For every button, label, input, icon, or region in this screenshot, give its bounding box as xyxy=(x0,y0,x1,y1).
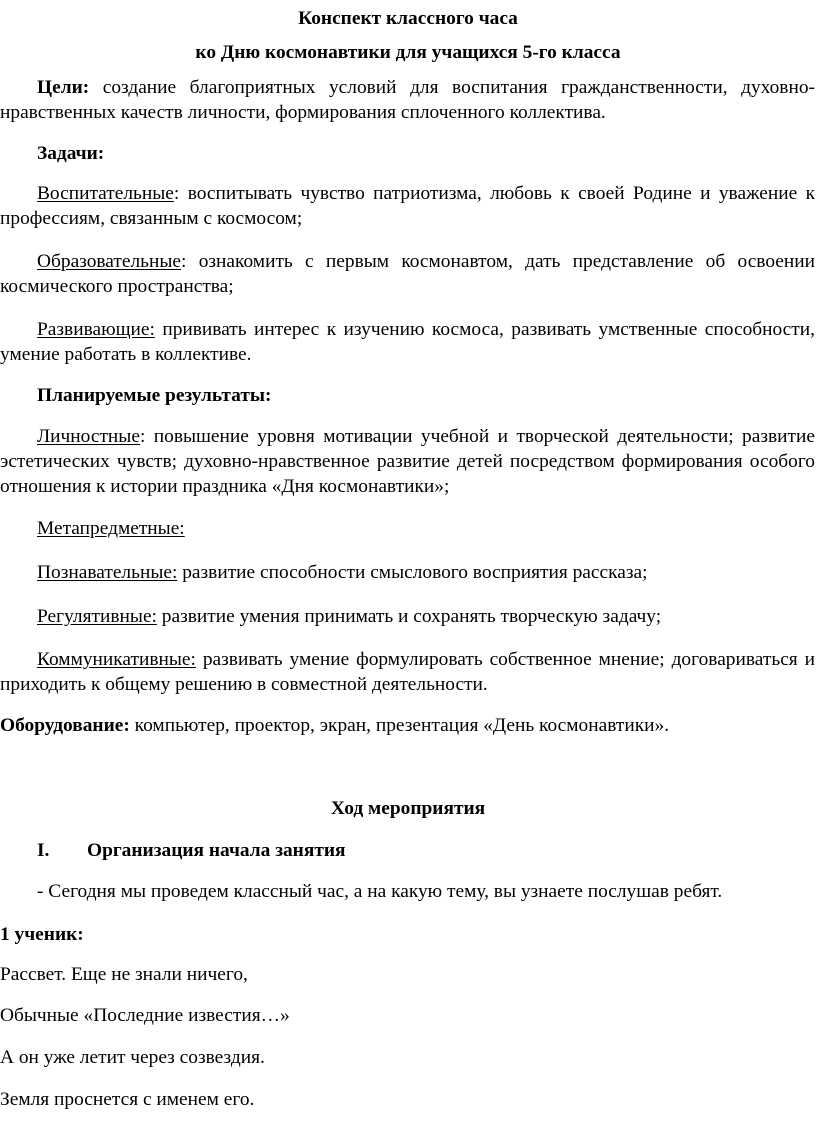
equipment-label: Оборудование: xyxy=(0,715,130,736)
results-cognitive-label: Познавательные: xyxy=(37,562,178,583)
results-cognitive-paragraph xyxy=(0,560,815,585)
document-subtitle: ко Дню космонавтики для учащихся 5-го класса xyxy=(195,42,621,63)
goals-label: Цели: xyxy=(37,77,90,98)
results-meta-label: Метапредметные: xyxy=(37,518,185,539)
poem-line: А он уже летит через созвездия. xyxy=(0,1047,265,1068)
results-communicative-text: развивать умение формулировать собственное мнение; договариваться и приходить к общему решению в совместной деятельности. xyxy=(0,649,815,695)
section-1-title: Организация начала занятия xyxy=(87,840,346,861)
poem-line: Земля проснется с именем его. xyxy=(0,1089,255,1110)
task-educational-label: Воспитательные xyxy=(37,183,174,204)
goals-paragraph xyxy=(0,75,815,125)
poem-line: Рассвет. Еще не знали ничего, xyxy=(0,964,248,985)
task-learning-label: Образовательные xyxy=(37,251,182,272)
section-1-heading xyxy=(37,838,346,863)
goals-text: создание благоприятных условий для воспитания гражданственности, духовно-нравственных качеств личности, формирования сплоченного коллектива. xyxy=(0,77,815,123)
equipment-line xyxy=(0,713,669,738)
task-developing-paragraph xyxy=(0,317,815,367)
results-cognitive-text: развитие способности смыслового восприятия рассказа; xyxy=(177,562,648,583)
results-personal-text: : повышение уровня мотивации учебной и творческой деятельности; развитие эстетических чувств; духовно-нравственное развитие детей посредством формирования особого отношения к истории праздника «Дня космонавтики»; xyxy=(0,426,815,497)
results-personal-label: Личностные xyxy=(37,426,140,447)
task-learning-text: : ознакомить с первым космонавтом, дать представление об освоении космического пространства; xyxy=(0,251,815,297)
results-communicative-paragraph xyxy=(0,647,815,697)
task-educational-text: : воспитывать чувство патриотизма, любовь к своей Родине и уважение к профессиям, связанным с космосом; xyxy=(0,183,815,229)
task-educational-paragraph xyxy=(0,181,815,231)
results-regulatory-label: Регулятивные: xyxy=(37,606,157,627)
poem-line: Обычные «Последние известия…» xyxy=(0,1005,290,1026)
results-heading: Планируемые результаты: xyxy=(37,385,272,406)
intro-line: - Сегодня мы проведем классный час, а на какую тему, вы узнаете послушав ребят. xyxy=(37,881,723,902)
task-developing-label: Развивающие: xyxy=(37,319,155,340)
event-heading: Ход мероприятия xyxy=(330,798,486,819)
results-communicative-label: Коммуникативные: xyxy=(37,649,196,670)
results-regulatory-paragraph xyxy=(0,604,815,629)
document-title: Конспект классного часа xyxy=(298,8,518,29)
results-regulatory-text: развитие умения принимать и сохранять творческую задачу; xyxy=(156,606,662,627)
equipment-text: компьютер, проектор, экран, презентация «День космонавтики». xyxy=(129,715,670,736)
results-personal-paragraph xyxy=(0,424,815,499)
section-1-number: I. xyxy=(37,840,50,861)
task-learning-paragraph xyxy=(0,249,815,299)
student-label: 1 ученик: xyxy=(0,924,84,945)
task-developing-text: прививать интерес к изучению космоса, развивать умственные способности, умение работать в коллективе. xyxy=(0,319,815,365)
tasks-heading: Задачи: xyxy=(37,143,105,164)
